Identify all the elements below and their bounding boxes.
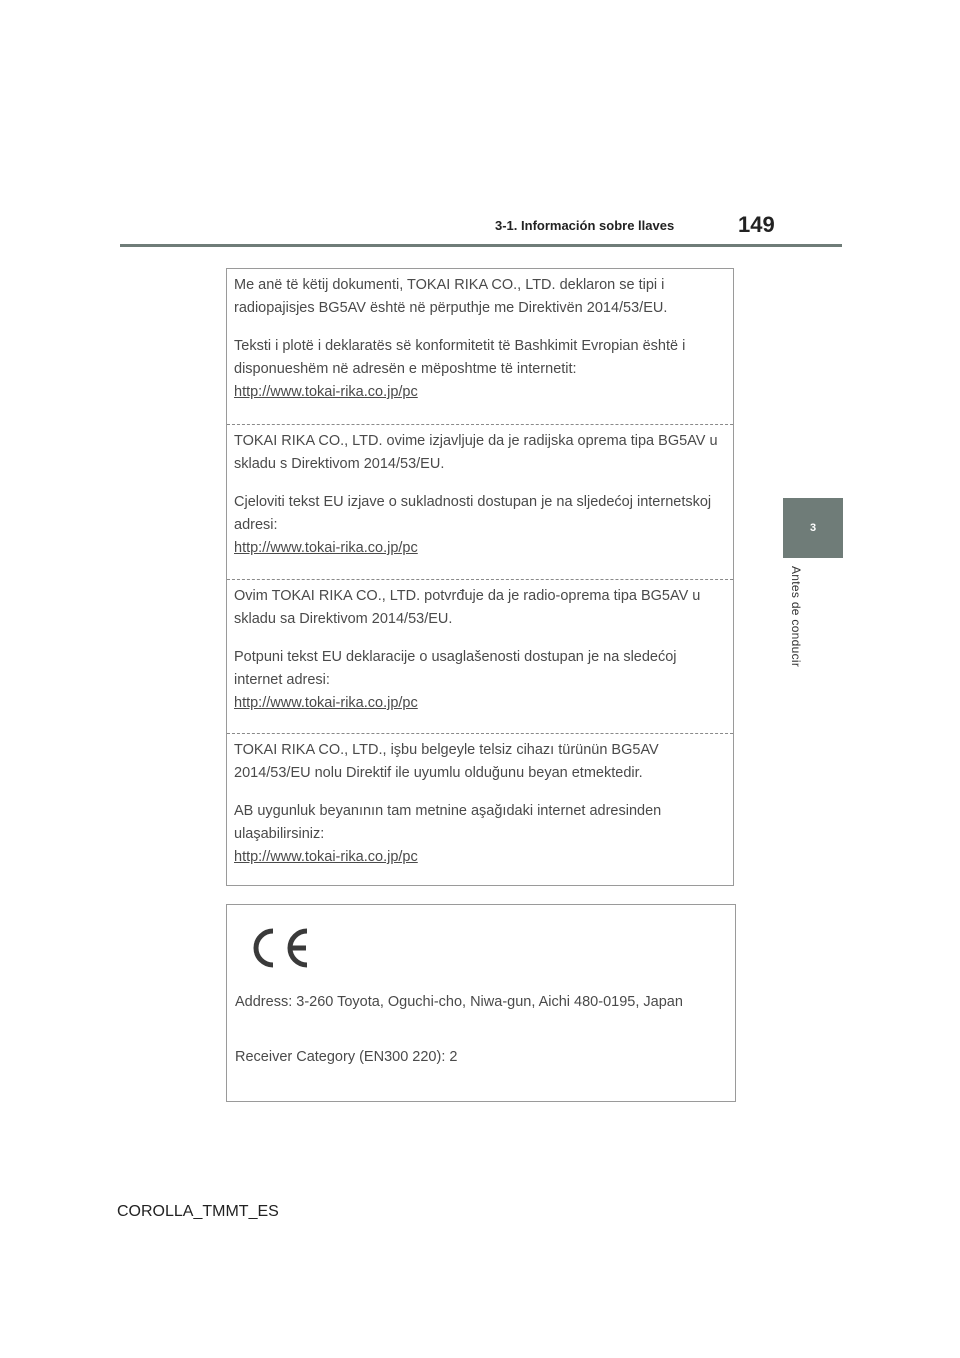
declaration-statement: TOKAI RIKA CO., LTD., işbu belgeyle telsiz cihazı türünün BG5AV 2014/53/EU nolu Direktif ile uyumlu olduğunu beyan etmektedir. <box>234 742 659 781</box>
chapter-tab <box>783 498 843 558</box>
declaration-turkish <box>227 733 733 869</box>
availability-text: Cjeloviti tekst EU izjave o sukladnosti dostupan je na sljedećoj internetskoj adresi: <box>234 494 712 533</box>
declaration-serbian <box>227 579 733 715</box>
page-number: 149 <box>738 212 775 237</box>
chapter-number: 3 <box>809 522 817 534</box>
declaration-albanian <box>227 269 733 404</box>
document-code: COROLLA_TMMT_ES <box>117 1203 279 1220</box>
declaration-availability <box>234 646 725 715</box>
section-title: 3-1. Información sobre llaves <box>495 218 675 233</box>
ce-info-box <box>226 904 736 1102</box>
declaration-statement: TOKAI RIKA CO., LTD. ovime izjavljuje da je radijska oprema tipa BG5AV u skladu s Direktivom 2014/53/EU. <box>234 433 718 472</box>
declaration-availability <box>234 335 725 404</box>
address-text: Address: 3-260 Toyota, Oguchi-cho, Niwa-gun, Aichi 480-0195, Japan <box>235 994 683 1010</box>
declaration-croatian <box>227 424 733 560</box>
receiver-category: Receiver Category (EN300 220): 2 <box>235 1049 458 1065</box>
declaration-availability <box>234 800 725 869</box>
availability-text: AB uygunluk beyanının tam metnine aşağıdaki internet adresinden ulaşabilirsiniz: <box>234 803 662 842</box>
chapter-label: Antes de conducir <box>789 566 803 668</box>
ce-mark-icon <box>245 925 311 971</box>
availability-text: Teksti i plotë i deklaratës së konformitetit të Bashkimit Evropian është i disponueshëm në adresën e mëposhtme të internetit: <box>234 338 686 377</box>
header-rule <box>120 244 842 247</box>
declaration-statement: Me anë të këtij dokumenti, TOKAI RIKA CO., LTD. deklaron se tipi i radiopajisjes BG5AV është në përputhje me Direktivën 2014/53/EU. <box>234 277 668 316</box>
declaration-link[interactable]: http://www.tokai-rika.co.jp/pc <box>234 695 418 711</box>
declaration-link[interactable]: http://www.tokai-rika.co.jp/pc <box>234 384 418 400</box>
declaration-link[interactable]: http://www.tokai-rika.co.jp/pc <box>234 849 418 865</box>
declaration-link[interactable]: http://www.tokai-rika.co.jp/pc <box>234 540 418 556</box>
declaration-statement: Ovim TOKAI RIKA CO., LTD. potvrđuje da je radio-oprema tipa BG5AV u skladu sa Direktivom 2014/53/EU. <box>234 588 701 627</box>
declarations-box <box>226 268 734 886</box>
declaration-availability <box>234 491 725 560</box>
availability-text: Potpuni tekst EU deklaracije o usaglašenosti dostupan je na sledećoj internet adresi: <box>234 649 677 688</box>
